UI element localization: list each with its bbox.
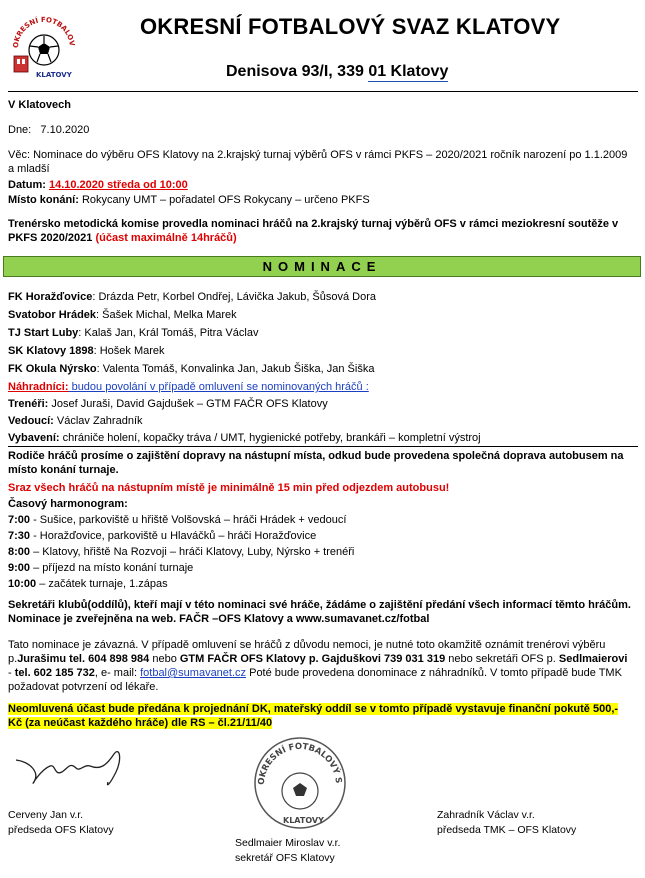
- club-row: [8, 308, 237, 322]
- substitutes-text: budou povolání v případě omluvení se nominovaných hráčů :: [68, 381, 369, 393]
- binding-text: Poté bude provedena donominace z náhradníků. V tomto případě bude TMK požadovat potvrzení od lékaře.: [8, 667, 622, 693]
- schedule-time: 10:00: [8, 578, 37, 590]
- schedule-row: [8, 513, 346, 527]
- staff-label: Vybavení:: [8, 432, 60, 444]
- binding-text: , e- mail:: [94, 667, 141, 679]
- club-name: FK Horažďovice: [8, 291, 93, 303]
- date-value: 7.10.2020: [40, 124, 90, 136]
- staff-row: [8, 414, 143, 428]
- staff-value: Václav Zahradník: [53, 415, 143, 427]
- header-divider: [8, 91, 638, 92]
- stamp-arc-text: OKRESNÍ FOTBALOVÝ S: [256, 741, 344, 786]
- venue: [8, 193, 370, 207]
- staff-row: [8, 397, 328, 411]
- date-label: Dne:: [8, 124, 32, 136]
- binding-gtm: GTM FAČR OFS Klatovy p. Gajduškovi 739 031 319: [179, 653, 446, 665]
- binding-text: -: [8, 667, 15, 679]
- event-date-label: Datum:: [8, 179, 46, 191]
- club-players: : Hošek Marek: [93, 345, 165, 357]
- schedule-row: [8, 529, 316, 543]
- schedule-time: 7:00: [8, 514, 31, 526]
- club-name: TJ Start Luby: [8, 327, 79, 339]
- schedule-title: Časový harmonogram:: [8, 498, 128, 510]
- email-link[interactable]: fotbal@sumavanet.cz: [140, 667, 247, 679]
- schedule-row: [8, 561, 193, 575]
- schedule-text: – Klatovy, hřiště Na Rozvoji – hráči Klatovy, Luby, Nýrsko + trenéři: [30, 546, 355, 558]
- logo-arc-text: OKRESNÍ FOTBALOV: [11, 15, 76, 49]
- nominace-banner: NOMINACE: [3, 256, 641, 277]
- club-row: [8, 290, 376, 304]
- section-divider: [8, 446, 638, 447]
- staff-row: [8, 431, 481, 445]
- binding-secretary: Sedlmaierovi: [558, 653, 628, 665]
- secretaries-note: Sekretáři klubů(oddílů), kteří mají v této nominaci své hráče, žádáme o zajištění předání všech informací těmto hráčům. Nominace je zveřejněna na web. FAČR –OFS Klatovy a www.sumavanet.cz/fotbal: [8, 599, 631, 625]
- binding-text: Tato nominace je závazná. V případě omluvení se hráčů z důvodu nemoci, je nutné toto okamžitě oznámit trenérovi výběru p.: [8, 639, 606, 665]
- intro: [8, 217, 633, 245]
- schedule-time: 7:30: [8, 530, 31, 542]
- substitutes-label: Náhradníci:: [8, 381, 69, 393]
- ofs-logo: [8, 8, 78, 80]
- signature-center-role: sekretář OFS Klatovy: [235, 852, 335, 864]
- binding-text: nebo sekretáři OFS p.: [445, 653, 559, 665]
- schedule-time: 9:00: [8, 562, 31, 574]
- binding-note: [8, 638, 633, 694]
- signature-right-role: předseda TMK – OFS Klatovy: [437, 824, 577, 836]
- club-players: : Kalaš Jan, Král Tomáš, Pitra Václav: [78, 327, 259, 339]
- date-line: [8, 123, 89, 137]
- club-players: : Šašek Michal, Melka Marek: [96, 309, 237, 321]
- penalty-note: [8, 702, 633, 730]
- subject: Věc: Nominace do výběru OFS Klatovy na 2.krajský turnaj výběrů OFS v rámci PKFS – 2020/2021 ročník narození po 1.1.2009 a mladší: [8, 149, 628, 175]
- schedule-row: [8, 545, 354, 559]
- binding-phone: tel. 602 185 732: [14, 667, 95, 679]
- club-name: FK Okula Nýrsko: [8, 363, 97, 375]
- penalty-text: Neomluvená účast bude předána k projednání DK, mateřský oddíl se v tomto případě vystavuje finanční pokutě 500,- Kč (za neúčast každého hráče) dle RS – čl.21/11/40: [8, 703, 619, 729]
- address-street: Denisova 93/I, 339: [226, 63, 369, 80]
- venue-value: Rokycany UMT – pořadatel OFS Rokycany – určeno PKFS: [81, 194, 370, 206]
- club-players: : Valenta Tomáš, Konvalinka Jan, Jakub Šiška, Jan Šiška: [96, 363, 375, 375]
- staff-value: chrániče holení, kopačky tráva / UMT, hygienické potřeby, brankáři – kompletní výstroj: [59, 432, 481, 444]
- club-row: [8, 362, 374, 376]
- event-date-value: 14.10.2020 středa od 10:00: [48, 179, 188, 191]
- binding-coach: Jurašimu tel. 604 898 984: [17, 653, 150, 665]
- schedule-text: – začátek turnaje, 1.zápas: [36, 578, 168, 590]
- substitutes: [8, 380, 369, 394]
- signature-left-scribble: [10, 742, 140, 795]
- club-players: : Drázda Petr, Korbel Ondřej, Lávička Jakub, Šůsová Dora: [92, 291, 377, 303]
- club-name: SK Klatovy 1898: [8, 345, 94, 357]
- staff-value: Josef Juraši, David Gajdušek – GTM FAČR OFS Klatovy: [48, 398, 328, 410]
- logo-city: KLATOVY: [36, 71, 72, 79]
- transport-warning: Sraz všech hráčů na nástupním místě je minimálně 15 min před odjezdem autobusu!: [8, 482, 450, 494]
- schedule-row: [8, 577, 168, 591]
- event-date: [8, 178, 188, 192]
- staff-label: Trenéři:: [8, 398, 49, 410]
- intro-limit: (účast maximálně 14hráčů): [95, 232, 237, 244]
- transport-note: Rodiče hráčů prosíme o zajištění dopravy na nástupní místa, odkud bude provedena společná doprava autobusem na místo konání turnaje.: [8, 450, 624, 476]
- signature-left-role: předseda OFS Klatovy: [8, 824, 114, 836]
- schedule-text: - Horažďovice, parkoviště u Hlaváčků – hráči Horažďovice: [30, 530, 317, 542]
- signature-left-name: Cerveny Jan v.r.: [8, 809, 84, 821]
- binding-text: nebo: [149, 653, 180, 665]
- schedule-time: 8:00: [8, 546, 31, 558]
- address-city: 01 Klatovy: [368, 63, 449, 80]
- club-row: [8, 344, 165, 358]
- ofs-stamp: [250, 733, 350, 836]
- stamp-city: KLATOVY: [283, 816, 324, 825]
- venue-label: Místo konání:: [8, 194, 79, 206]
- signature-center-name: Sedlmaier Miroslav v.r.: [235, 837, 341, 849]
- club-name: Svatobor Hrádek: [8, 309, 97, 321]
- org-title: OKRESNÍ FOTBALOVÝ SVAZ KLATOVY: [140, 14, 561, 39]
- staff-label: Vedoucí:: [8, 415, 54, 427]
- signature-right-name: Zahradník Václav v.r.: [437, 809, 535, 821]
- schedule-text: - Sušice, parkoviště u hřiště Volšovská – hráči Hrádek + vedoucí: [30, 514, 347, 526]
- schedule-text: – příjezd na místo konání turnaje: [30, 562, 194, 574]
- place: V Klatovech: [8, 99, 71, 111]
- club-row: [8, 326, 258, 340]
- intro-text: Trenérsko metodická komise provedla nominaci hráčů na 2.krajský turnaj výběrů OFS v rámci meziokresní soutěže v PKFS 2020/2021: [8, 218, 619, 244]
- org-address: [226, 63, 448, 81]
